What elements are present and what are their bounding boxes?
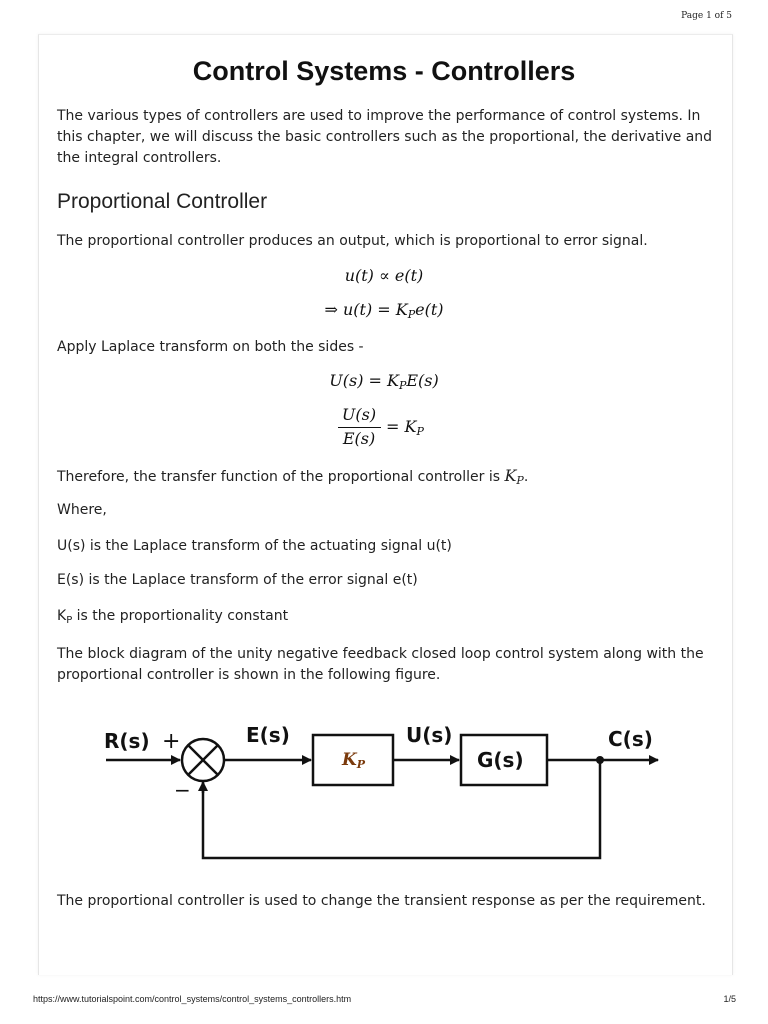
minus-sign: − (174, 778, 191, 802)
block-diagram (96, 718, 666, 868)
controller-label: KP (342, 750, 366, 771)
fraction-denominator: E(s) (342, 429, 376, 448)
page-indicator: Page 1 of 5 (681, 11, 732, 21)
intro-paragraph: The various types of controllers are used to improve the performance of control systems. In this chapter, we will discuss the basic controllers such as the proportional, the derivative and the integral controllers. (57, 108, 713, 166)
source-url: https://www.tutorialspoint.com/control_systems/control_systems_controllers.htm (33, 994, 352, 1004)
takeoff-point (596, 756, 604, 764)
definition-kp: $K_P$ is the proportionality constant (57, 608, 289, 626)
page-title: Control Systems - Controllers (192, 56, 576, 86)
fraction-numerator: U(s) (341, 405, 377, 424)
equation-laplace: $U(s) = K_PE(s)$ (329, 371, 439, 392)
laplace-paragraph: Apply Laplace transform on both the sides - (57, 339, 364, 355)
footer-page-number: 1/5 (723, 994, 736, 1004)
actuating-label: U(s) (406, 723, 453, 747)
footer (33, 994, 736, 1008)
fraction-rhs: = $K_P$ (386, 417, 424, 438)
equation-proportionality: u(t) ∝ e(t) (344, 266, 424, 285)
definition-us: U(s) is the Laplace transform of the actuating signal u(t) (57, 538, 452, 554)
block-diagram-paragraph: The block diagram of the unity negative feedback closed loop control system along with the proportional controller is shown in the following figure. (57, 646, 704, 683)
plus-sign: + (162, 729, 181, 754)
section-heading: Proportional Controller (57, 190, 268, 213)
proportional-description: The proportional controller produces an output, which is proportional to error signal. (57, 233, 648, 249)
plant-label: G(s) (477, 748, 524, 772)
fraction-bar (338, 427, 381, 428)
error-label: E(s) (246, 723, 290, 747)
output-label: C(s) (608, 727, 653, 751)
definition-es: E(s) is the Laplace transform of the error signal e(t) (57, 572, 418, 588)
equation-control-law: ⇒ $u(t) = K_Pe(t)$ (324, 300, 444, 321)
transfer-function-paragraph: Therefore, the transfer function of the proportional controller is $K_P$. (57, 466, 529, 487)
transient-response-paragraph: The proportional controller is used to change the transient response as per the requirement. (57, 893, 706, 909)
where-label: Where, (57, 502, 107, 518)
feedback-path (203, 760, 600, 858)
equation-transfer-function (334, 405, 444, 449)
input-label: R(s) (104, 729, 150, 753)
